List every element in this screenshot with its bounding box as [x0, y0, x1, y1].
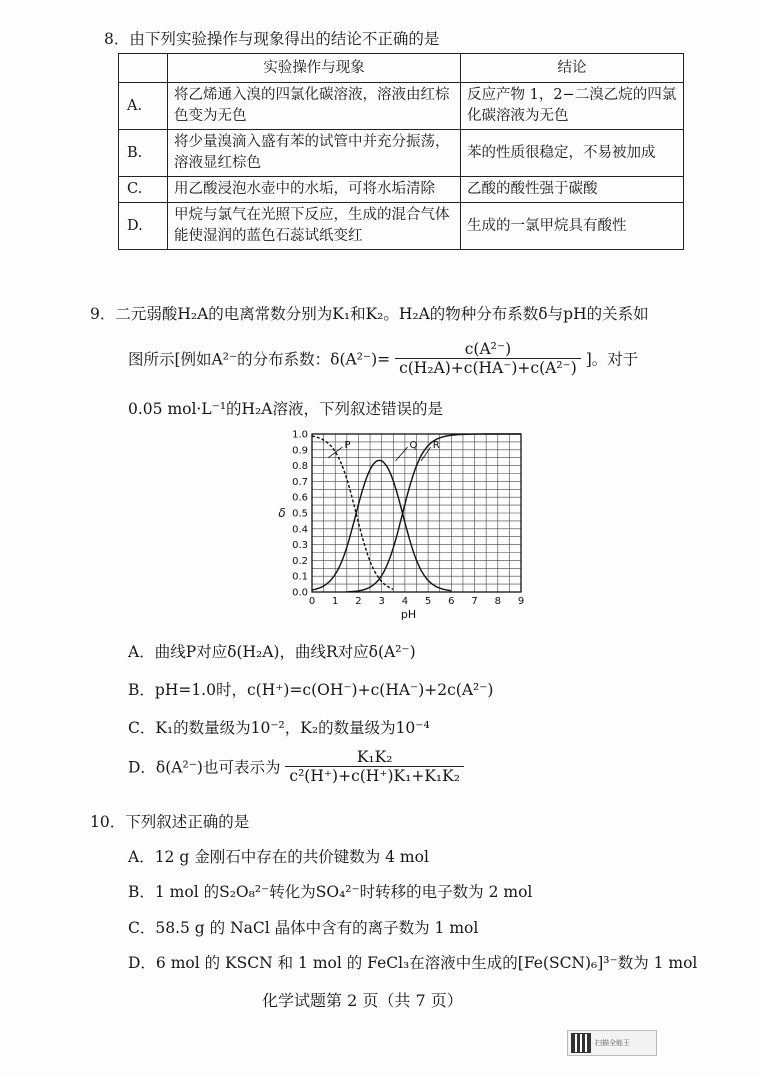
- y-tick-label: 0.3: [292, 540, 308, 552]
- q9-line1: [90, 302, 649, 324]
- q9-stem-line2-post: ]。对于: [585, 350, 639, 369]
- q10-option-b: B．1 mol 的S₂O₈²⁻转化为SO₄²⁻时转移的电子数为 2 mol: [128, 883, 533, 901]
- row-conclusion: 乙酸的酸性强于碳酸: [461, 177, 684, 203]
- row-operation: 用乙酸浸泡水壶中的水垢，可将水垢清除: [168, 177, 461, 203]
- page-footer: 化学试题第 2 页（共 7 页）: [262, 991, 463, 1010]
- y-axis-label: δ: [278, 506, 286, 520]
- fraction-numerator: K₁K₂: [285, 748, 464, 767]
- y-tick-label: 1.0: [292, 429, 308, 441]
- row-operation: 将少量溴滴入盛有苯的试管中并充分振荡，溶液显红棕色: [168, 130, 461, 177]
- y-tick-label: 0.1: [292, 571, 308, 583]
- option-d-text: D．δ(A²⁻)也可表示为: [128, 758, 281, 777]
- distribution-chart: [268, 425, 528, 640]
- row-operation: 甲烷与氯气在光照下反应，生成的混合气体能使湿润的蓝色石蕊试纸变红: [168, 203, 461, 250]
- y-tick-label: 0.2: [292, 555, 308, 567]
- x-tick-label: 6: [448, 596, 455, 607]
- x-tick-label: 7: [471, 596, 478, 607]
- q9-number: 9．: [90, 305, 116, 323]
- y-tick-label: 0.6: [292, 492, 308, 504]
- row-label: C.: [119, 177, 168, 203]
- q9-option-c: C．K₁的数量级为10⁻²，K₂的数量级为10⁻⁴: [128, 719, 430, 737]
- logo-text: 扫描全能王: [595, 1039, 630, 1047]
- x-tick-label: 3: [378, 596, 385, 607]
- q9-option-d: [128, 748, 464, 785]
- table-row: [119, 177, 684, 203]
- header-cell-label: [119, 54, 168, 83]
- q9-distribution-fraction: [395, 340, 581, 377]
- x-tick-label: 8: [494, 596, 501, 607]
- row-label: D.: [119, 203, 168, 250]
- x-tick-label: 4: [401, 596, 409, 607]
- x-tick-label: 0: [308, 596, 316, 607]
- x-tick-label: 1: [332, 596, 339, 607]
- q9-line3: 0.05 mol·L⁻¹的H₂A溶液，下列叙述错误的是: [128, 400, 443, 418]
- q9-stem-line2-pre: 图所示[例如A²⁻的分布系数：δ(A²⁻)=: [128, 350, 391, 369]
- y-tick-label: 0.5: [292, 508, 308, 520]
- q8-table: [118, 53, 684, 250]
- curve-label-R: R: [432, 440, 440, 452]
- fraction-denominator: c²(H⁺)+c(H⁺)K₁+K₁K₂: [289, 767, 460, 785]
- x-tick-label: 5: [424, 596, 432, 607]
- row-conclusion: 苯的性质很稳定，不易被加成: [461, 130, 684, 177]
- q8-stem: 8．由下列实验操作与现象得出的结论不正确的是: [104, 30, 440, 48]
- scanner-logo: [567, 1030, 657, 1056]
- q9-line2: [128, 340, 638, 377]
- qr-code-icon: [571, 1033, 591, 1053]
- fraction-numerator: c(A²⁻): [395, 340, 581, 359]
- curve-P: [312, 436, 393, 589]
- q9-option-a: A．曲线P对应δ(H₂A)，曲线R对应δ(A²⁻): [128, 643, 416, 661]
- x-tick-label: 2: [355, 596, 362, 607]
- y-tick-label: 0.9: [292, 445, 308, 457]
- table-row: [119, 203, 684, 250]
- row-operation: 将乙烯通入溴的四氯化碳溶液，溶液由红棕色变为无色: [168, 83, 461, 130]
- fraction-denominator: c(H₂A)+c(HA⁻)+c(A²⁻): [399, 359, 577, 377]
- q9-option-b: B．pH=1.0时，c(H⁺)=c(OH⁻)+c(HA⁻)+2c(A²⁻): [128, 681, 494, 699]
- y-tick-label: 0.0: [292, 587, 308, 599]
- curve-label-Q: Q: [409, 440, 418, 452]
- y-tick-label: 0.7: [292, 476, 308, 488]
- y-tick-label: 0.4: [292, 524, 308, 536]
- q10-option-c: C．58.5 g 的 NaCl 晶体中含有的离子数为 1 mol: [128, 919, 479, 937]
- row-conclusion: 生成的一氯甲烷具有酸性: [461, 203, 684, 250]
- x-tick-label: 9: [517, 596, 525, 607]
- leader-line-Q: [396, 447, 408, 461]
- q10-stem: 10．下列叙述正确的是: [90, 813, 250, 831]
- row-conclusion: 反应产物 1，2−二溴乙烷的四氯化碳溶液为无色: [461, 83, 684, 130]
- table-row: [119, 130, 684, 177]
- x-axis-label: pH: [400, 608, 417, 621]
- row-label: B.: [119, 130, 168, 177]
- curve-label-P: P: [344, 440, 351, 452]
- q9-stem-line1: 二元弱酸H₂A的电离常数分别为K₁和K₂。H₂A的物种分布系数δ与pH的关系如: [115, 305, 649, 323]
- header-cell-conclusion: 结论: [461, 54, 684, 83]
- header-cell-operation: 实验操作与现象: [168, 54, 461, 83]
- q10-option-a: A．12 g 金刚石中存在的共价键数为 4 mol: [128, 848, 429, 866]
- q10-option-d: D．6 mol 的 KSCN 和 1 mol 的 FeCl₃在溶液中生成的[Fe(SCN)₆]³⁻数为 1 mol: [128, 954, 698, 972]
- row-label: A.: [119, 83, 168, 130]
- table-row: [119, 83, 684, 130]
- option-d-fraction: [285, 748, 464, 785]
- y-tick-label: 0.8: [292, 461, 308, 473]
- table-header-row: [119, 54, 684, 83]
